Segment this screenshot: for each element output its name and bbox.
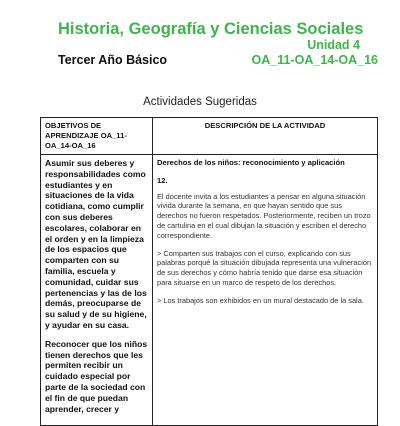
activity-title: Derechos de los niños: reconocimiento y aplicación: [157, 158, 345, 167]
description-header: DESCRIPCIÓN DE LA ACTIVIDAD: [153, 118, 378, 155]
section-title: Actividades Sugeridas: [143, 96, 257, 108]
objectives-cell: [41, 155, 153, 426]
subject-title: Historia, Geografía y Ciencias Sociales: [58, 20, 364, 38]
description-cell: [153, 155, 378, 426]
document-header: [58, 20, 378, 68]
activity-number: 12.: [157, 175, 168, 185]
table-row: [41, 155, 378, 426]
objectives-header: OBJETIVOS DE APRENDIZAJE OA_11-OA_14-OA_16: [41, 118, 153, 155]
table-header-row: [41, 118, 378, 155]
activity-paragraph: > Comparten sus trabajos con el curso, explicando con sus palabras porqué la situación dibujada representa una vulneración de sus derechos y cómo habría tenido que darse esa situación para situarse en un marco de respeto de los derechos.: [157, 248, 372, 287]
objective-text: Asumir sus deberes y responsabilidades como estudiantes y en situaciones de la vida cotidiana, como cumplir con sus deberes escolares, colaborar en el orden y en la limpieza de los espacios que comparten con su familia, escuela y comunidad, cuidar sus pertenencias y las de los demás, preocuparse de su salud y de su higiene, y ayudar en su casa.: [45, 158, 147, 330]
header-row: [58, 38, 378, 52]
objective-text: Reconocer que los niños tienen derechos que les permiten recibir un cuidado especial por parte de la sociedad con el fin de que puedan aprender, crecer y: [45, 338, 148, 414]
header-row-grade: [58, 52, 378, 68]
activities-table: [40, 117, 378, 426]
activity-paragraph: > Los trabajos son exhibidos en un mural destacado de la sala.: [157, 295, 364, 305]
grade-label: Tercer Año Básico: [58, 53, 168, 67]
oa-code: OA_11-OA_14-OA_16: [251, 53, 378, 67]
activity-paragraph: El docente invita a los estudiantes a pensar en alguna situación vivida durante la semana, en que hayan sentido que sus derechos no fueron respetados. Posteriormente, reciben un trozo de cartulina en el cual dibujan la situación y escriben el derecho correspondiente.: [157, 191, 371, 240]
unit-label: Unidad 4: [307, 38, 360, 52]
